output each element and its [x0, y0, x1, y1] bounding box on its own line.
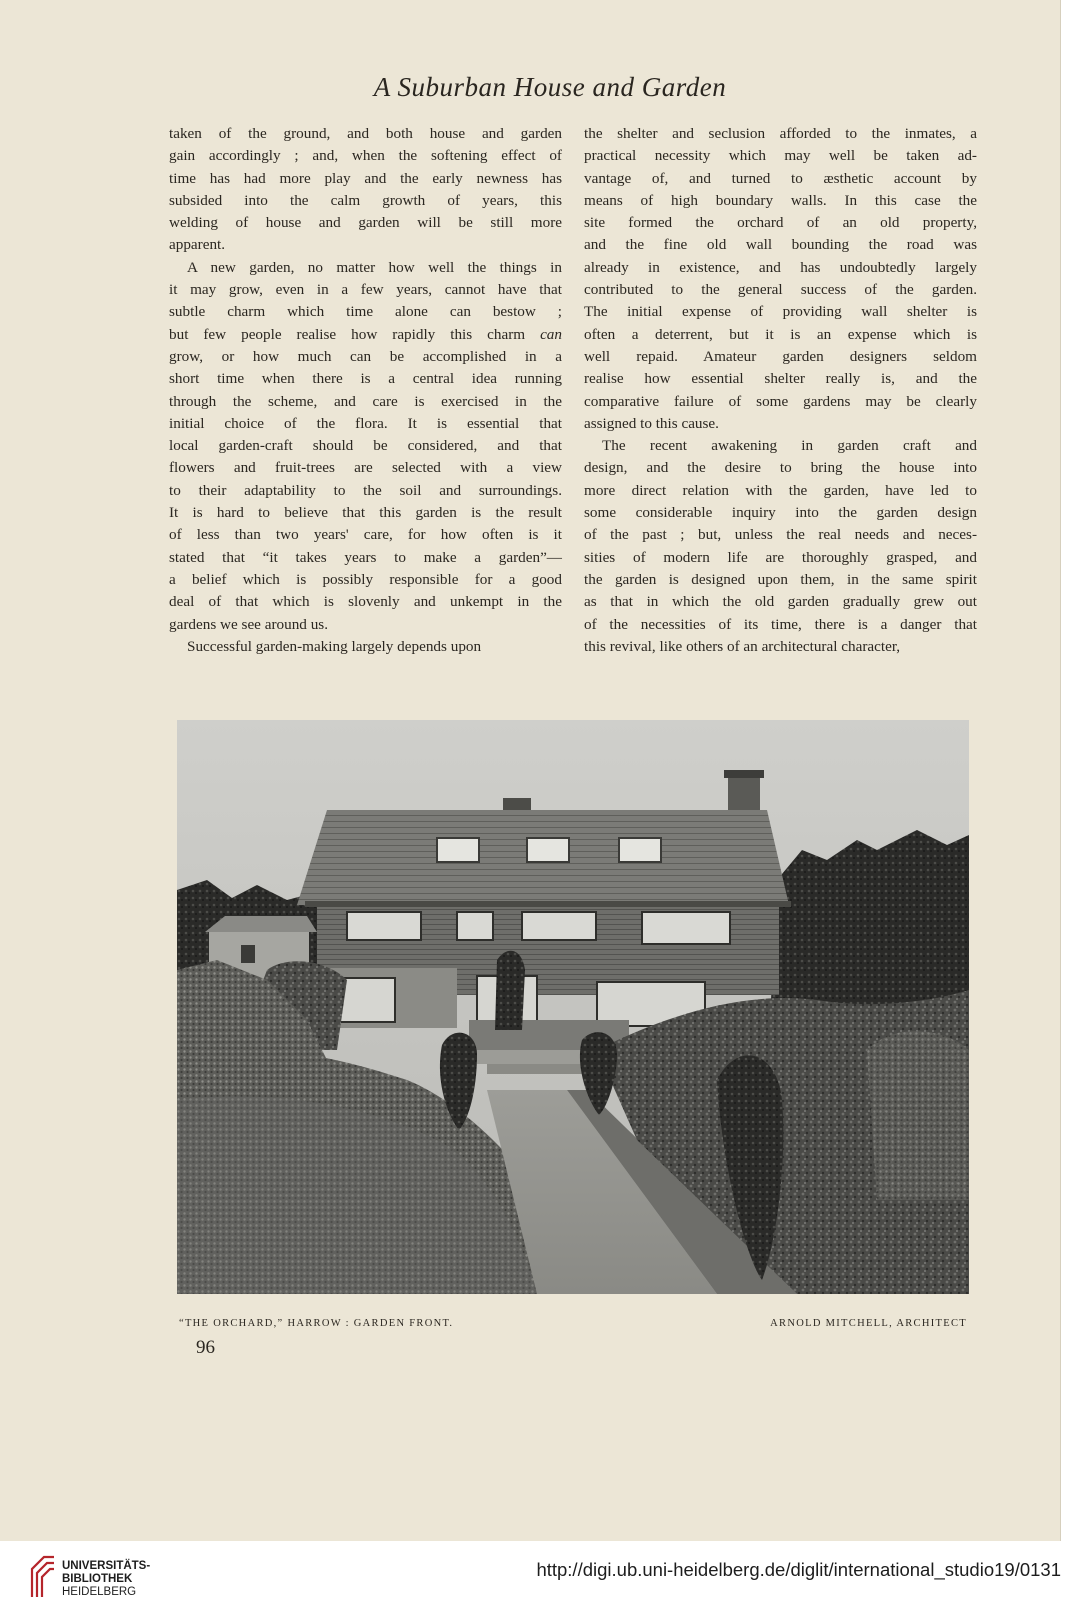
running-title: A Suburban House and Garden: [373, 72, 727, 102]
text-line: subtle charm which time alone can bestow ;: [169, 303, 562, 321]
text-line: site formed the orchard of an old property,: [584, 214, 977, 232]
text-line: the shelter and seclusion afforded to the inmates, a: [584, 125, 977, 142]
text-line: realise how essential shelter really is, and the: [584, 370, 977, 388]
text-line: A new garden, no matter how well the things in: [187, 258, 562, 276]
text-line: flowers and fruit-trees are selected with a view: [169, 459, 562, 477]
text-line: and the fine old wall bounding the road was: [584, 236, 977, 254]
text-line: often a deterrent, but it is an expense which is: [584, 325, 977, 343]
photo-caption: “THE ORCHARD,” HARROW : GARDEN FRONT.: [179, 1318, 454, 1329]
paragraph: [169, 257, 562, 636]
text-line: grow, or how much can be accomplished in a: [169, 347, 562, 365]
text-line: contributed to the general success of the garden.: [584, 281, 977, 299]
text-line: some considerable inquiry into the garden design: [584, 504, 977, 522]
text-line: Successful garden-making largely depends upon: [187, 637, 482, 655]
text-line: stated that “it takes years to make a garden”—: [169, 548, 562, 566]
text-line: The recent awakening in garden craft and: [602, 437, 977, 455]
library-name: [62, 1560, 182, 1599]
text-line: this revival, like others of an architectural character,: [584, 637, 901, 655]
paragraph: [169, 636, 562, 658]
text-line: through the scheme, and care is exercised in the: [169, 392, 562, 410]
text-line: gain accordingly ; and, when the softening effect of: [169, 147, 562, 165]
text-line: more direct relation with the garden, have led to: [584, 481, 977, 499]
paragraph: [584, 435, 977, 658]
text-line: initial choice of the flora. It is essential that: [169, 414, 562, 432]
text-line: subsided into the calm growth of years, this: [169, 191, 562, 209]
library-logo-icon: [28, 1555, 56, 1599]
text-line: The initial expense of providing wall shelter is: [584, 303, 977, 321]
text-line: time has had more play and the early newness has: [169, 169, 562, 187]
text-line: it may grow, even in a few years, cannot have that: [169, 281, 562, 299]
text-line: to their adaptability to the soil and surroundings.: [169, 481, 562, 499]
paragraph: [169, 123, 562, 257]
library-name-line: HEIDELBERG: [62, 1586, 137, 1598]
text-line: practical necessity which may well be taken ad-: [584, 147, 977, 165]
text-line: of the necessities of its time, there is a danger that: [584, 615, 977, 633]
library-footer: [0, 1541, 1073, 1621]
text-line: short time when there is a central idea running: [169, 370, 562, 388]
text-line: gardens we see around us.: [169, 615, 328, 633]
right-text-column: [584, 123, 977, 658]
text-line: apparent.: [169, 236, 226, 254]
text-line: sities of modern life are thoroughly grasped, and: [584, 548, 977, 566]
text-line: assigned to this cause.: [584, 414, 719, 432]
text-line: taken of the ground, and both house and garden: [169, 125, 562, 142]
page-number: 96: [196, 1337, 215, 1358]
library-name-line: UNIVERSITÄTS-: [62, 1560, 151, 1572]
text-line: design, and the desire to bring the house into: [584, 459, 977, 477]
house-garden-photograph: [177, 720, 969, 1294]
paragraph: [584, 123, 977, 435]
text-line: means of high boundary walls. In this case the: [584, 191, 977, 209]
text-line: but few people realise how rapidly this charm can: [169, 325, 562, 343]
source-url[interactable]: http://digi.ub.uni-heidelberg.de/diglit/international_studio19/0131: [536, 1559, 1061, 1580]
architect-credit: ARNOLD MITCHELL, ARCHITECT: [770, 1318, 967, 1329]
text-line: comparative failure of some gardens may be clearly: [584, 392, 977, 410]
left-text-column: [169, 123, 562, 658]
library-name-line: BIBLIOTHEK: [62, 1573, 133, 1585]
text-line: of less than two years' care, for how often is it: [169, 526, 562, 544]
text-line: deal of that which is slovenly and unkempt in the: [169, 593, 562, 611]
text-line: well repaid. Amateur garden designers seldom: [584, 347, 977, 365]
text-line: welding of house and garden will be still more: [169, 214, 562, 232]
text-line: a belief which is possibly responsible for a good: [169, 570, 562, 588]
text-line: local garden-craft should be considered, and that: [169, 437, 562, 455]
text-line: already in existence, and has undoubtedly largely: [584, 258, 977, 276]
text-line: the garden is designed upon them, in the same spirit: [584, 570, 977, 588]
text-line: vantage of, and turned to æsthetic account by: [584, 169, 977, 187]
text-line: of the past ; but, unless the real needs and neces-: [584, 526, 977, 544]
text-line: It is hard to believe that this garden is the result: [169, 504, 562, 522]
text-line: as that in which the old garden gradually grew out: [584, 593, 977, 611]
